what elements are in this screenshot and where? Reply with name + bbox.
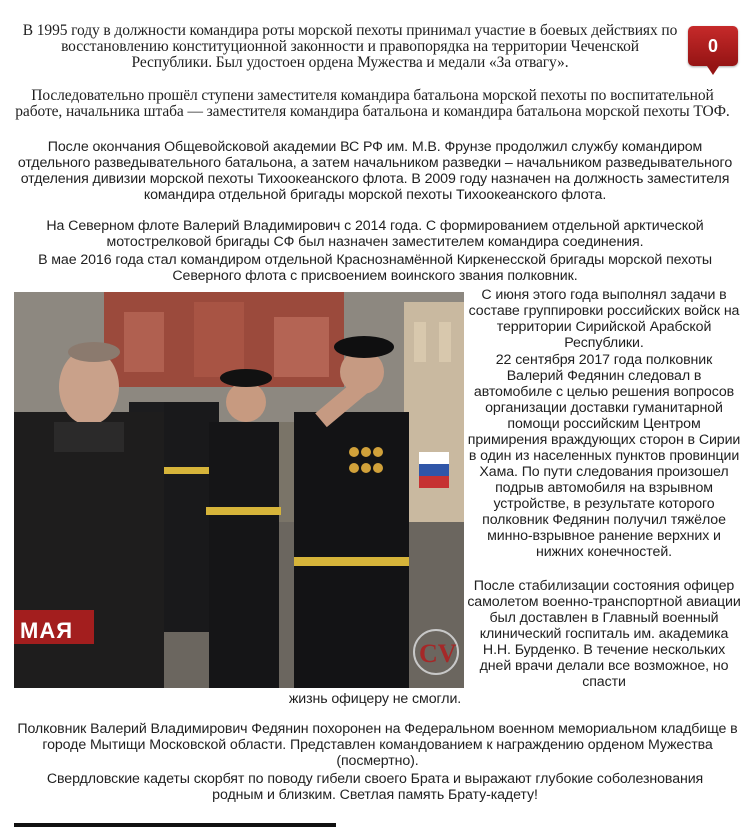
paragraph-hospital-tail: жизнь офицеру не смогли. [288,691,462,707]
paragraph-burial: Полковник Валерий Владимирович Федянин похоронен на Федеральном военном мемориальном кладбище в городе Мытищи Московской области. Представлен командованием к награждению орденом Мужества (посмертно). [17,721,738,769]
paragraph-syria: С июня этого года выполнял задачи в составе группировки российских войск на территории Сирийской Арабской Республики. [468,287,740,351]
paragraph-hospital: После стабилизации состояния офицер самолетом военно-транспортной авиации был доставлен в Главный военный клинический госпиталь им. академика Н.Н. Бурденко. В течение нескольких дней врачи делали все возможное, но спасти [467,578,741,690]
bottom-divider [14,823,336,827]
paragraph-academy-intelligence: После окончания Общевойсковой академии ВС РФ им. М.В. Фрунзе продолжил службу командиром отдельного разведывательного батальона, а затем начальником разведки – начальником разведывательного отделения дивизии морской пехоты Тихоокеанского флота. В 2009 году назначен на должность заместителя командира отдельной бригады морской пехоты Тихоокеанского флота. [17,139,733,203]
paragraph-chechnya: В 1995 году в должности командира роты морской пехоты принимал участие в боевых действиях по восстановлению конституционной законности и правопорядка на территории Чеченской Республики. Был удостоен ордена Мужества и медали «За отвагу». [22,22,678,71]
parade-photo [14,292,464,688]
paragraph-battalion-career: Последовательно прошёл ступени заместителя командира батальона морской пехоты по воспитательной работе, начальника штаба — заместителя командира батальона и командира батальона морской пехоты ТОФ. [15,87,730,120]
photo-caption-fragment: МАЯ [20,618,74,643]
paragraph-brigade-commander: В мае 2016 года стал командиром отдельной Краснознамённой Киркенесской бригады морской пехоты Северного флота с присвоением воинского звания полковник. [38,252,712,284]
paragraph-condolences: Свердловские кадеты скорбят по поводу гибели своего Брата и выражают глубокие соболезнования родным и близким. Светлая память Брату-кадету! [46,771,704,803]
comment-count-badge[interactable]: 0 [688,26,738,66]
channel-logo: CV [419,639,457,668]
paragraph-northern-fleet: На Северном флоте Валерий Владимирович с 2014 года. С формированием отдельной арктической мотострелковой бригады СФ был назначен заместителем командира соединения. [46,218,704,250]
paragraph-explosion: 22 сентября 2017 года полковник Валерий Федянин следовал в автомобиле с целью решения вопросов организации доставки гуманитарной помощи российским Центром примирения враждующих сторон в Сирии в один из населенных пунктов провинции Хама. По пути следования произошел подрыв автомобиля на взрывном устройстве, в результате которого полковник Федянин получил тяжёлое минно-взрывное ранение верхних и нижних конечностей. [467,352,741,560]
